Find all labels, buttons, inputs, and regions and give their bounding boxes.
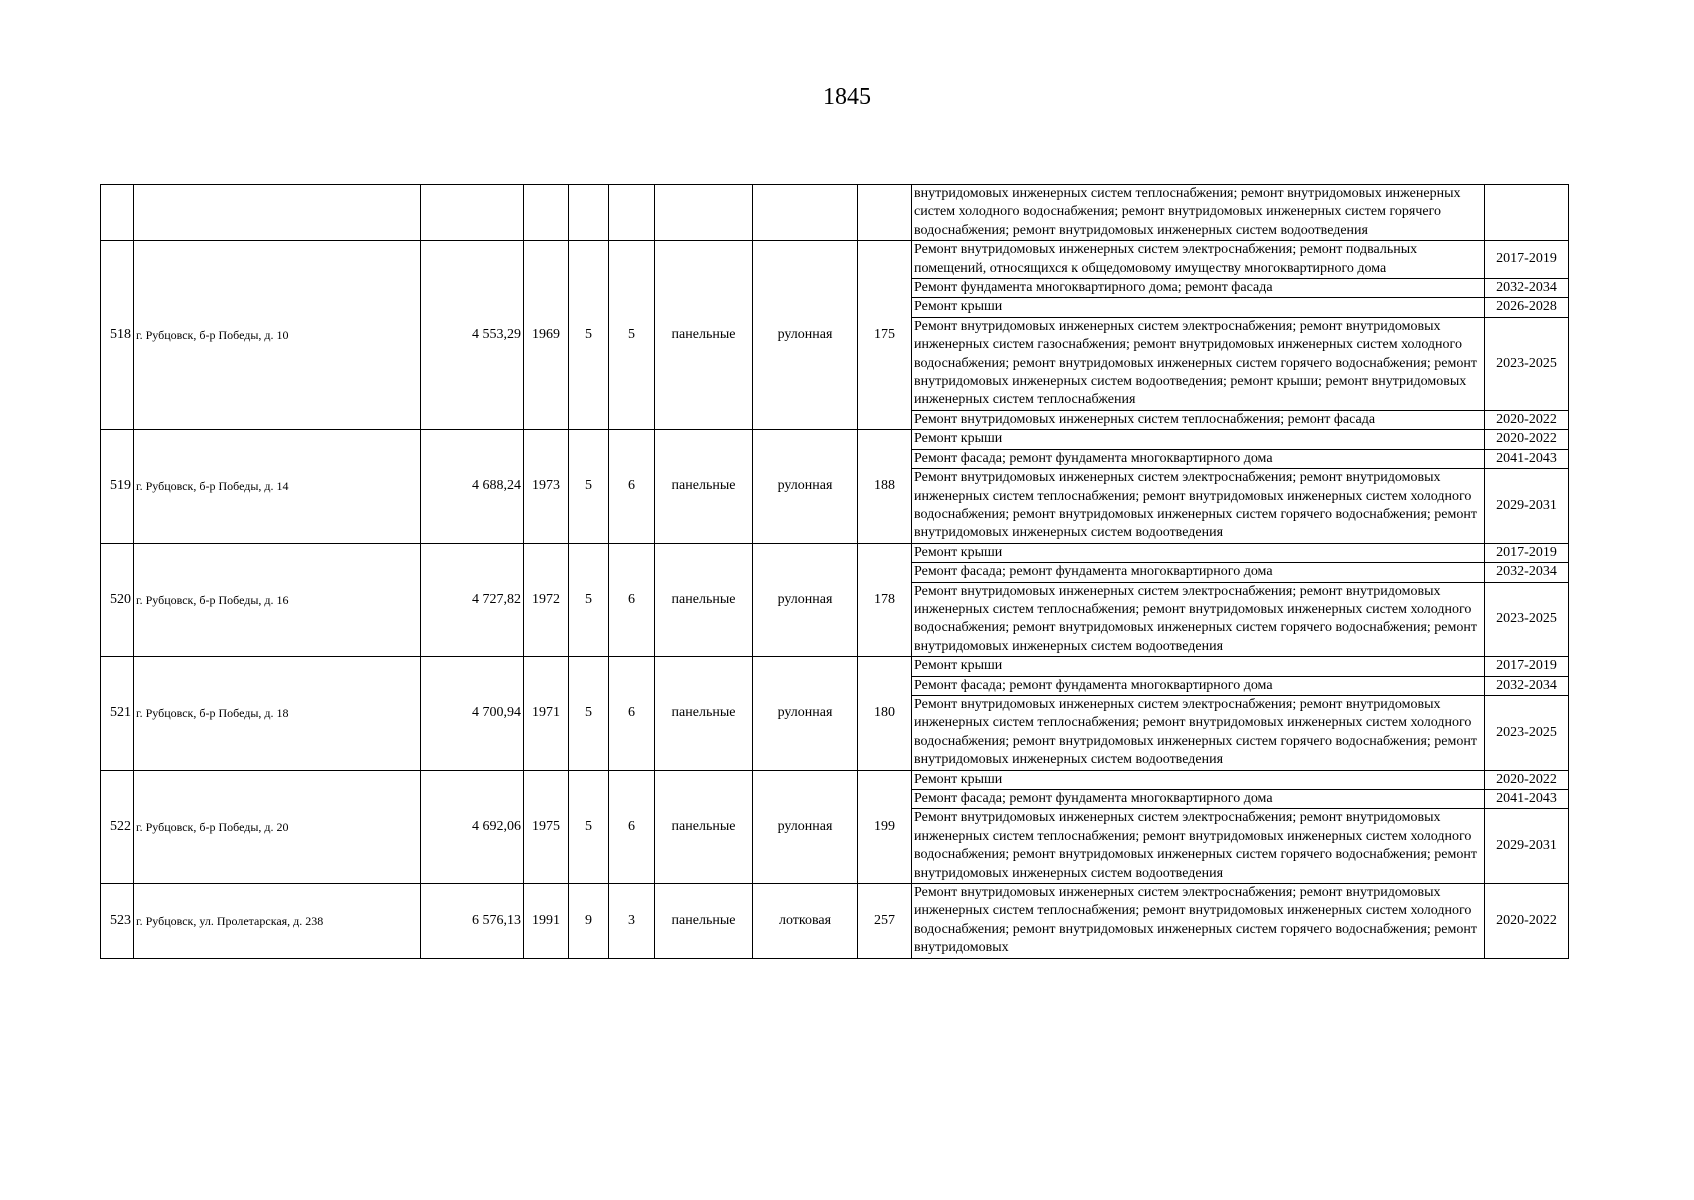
work-description: Ремонт внутридомовых инженерных систем электроснабжения; ремонт внутридомовых инженерных систем теплоснабжения; ремонт внутридомовых инженерных систем холодного водоснабжения; ремонт внутридомовых инженерных систем горячего водоснабжения; ремонт внутридомовых инженерных систем водоотведения: [912, 809, 1485, 884]
building-entrances: 6: [609, 770, 655, 883]
wall-material: панельные: [655, 884, 753, 959]
resident-count: 180: [858, 657, 912, 770]
building-area: 4 727,82: [421, 543, 524, 656]
building-entrances: 6: [609, 543, 655, 656]
building-area: 4 692,06: [421, 770, 524, 883]
building-year: 1973: [524, 430, 569, 543]
building-number: 522: [101, 770, 134, 883]
work-description: Ремонт крыши: [912, 657, 1485, 676]
work-period: 2023-2025: [1485, 317, 1569, 410]
roof-type: рулонная: [753, 657, 858, 770]
cell-empty: [101, 185, 134, 241]
work-description: Ремонт внутридомовых инженерных систем электроснабжения; ремонт внутридомовых инженерных систем теплоснабжения; ремонт внутридомовых инженерных систем холодного водоснабжения; ремонт внутридомовых инженерных систем горячего водоснабжения; ремонт внутридомовых инженерных систем водоотведения: [912, 582, 1485, 657]
cell-empty: [569, 185, 609, 241]
work-period: 2017-2019: [1485, 543, 1569, 562]
table-row: [101, 241, 1569, 279]
resident-count: 188: [858, 430, 912, 543]
building-address: г. Рубцовск, б-р Победы, д. 16: [134, 543, 421, 656]
building-address: г. Рубцовск, ул. Пролетарская, д. 238: [134, 884, 421, 959]
work-description: Ремонт внутридомовых инженерных систем теплоснабжения; ремонт фасада: [912, 410, 1485, 429]
work-period: 2026-2028: [1485, 298, 1569, 317]
work-period: 2017-2019: [1485, 657, 1569, 676]
work-period: 2032-2034: [1485, 563, 1569, 582]
roof-type: лотковая: [753, 884, 858, 959]
building-entrances: 6: [609, 430, 655, 543]
work-description: Ремонт фасада; ремонт фундамента многоквартирного дома: [912, 676, 1485, 695]
wall-material: панельные: [655, 241, 753, 430]
building-year: 1972: [524, 543, 569, 656]
building-address: г. Рубцовск, б-р Победы, д. 14: [134, 430, 421, 543]
work-description: Ремонт внутридомовых инженерных систем электроснабжения; ремонт внутридомовых инженерных систем теплоснабжения; ремонт внутридомовых инженерных систем холодного водоснабжения; ремонт внутридомовых инженерных систем горячего водоснабжения; ремонт внутридомовых инженерных систем водоотведения: [912, 469, 1485, 544]
table-row: [101, 884, 1569, 959]
work-description: Ремонт фундамента многоквартирного дома; ремонт фасада: [912, 279, 1485, 298]
building-number: 520: [101, 543, 134, 656]
work-period: 2029-2031: [1485, 469, 1569, 544]
roof-type: рулонная: [753, 770, 858, 883]
building-area: 6 576,13: [421, 884, 524, 959]
wall-material: панельные: [655, 430, 753, 543]
building-number: 519: [101, 430, 134, 543]
building-address: г. Рубцовск, б-р Победы, д. 18: [134, 657, 421, 770]
building-address: г. Рубцовск, б-р Победы, д. 20: [134, 770, 421, 883]
work-description: внутридомовых инженерных систем теплоснабжения; ремонт внутридомовых инженерных систем холодного водоснабжения; ремонт внутридомовых инженерных систем горячего водоснабжения; ремонт внутридомовых инженерных систем водоотведения: [912, 185, 1485, 241]
building-year: 1975: [524, 770, 569, 883]
roof-type: рулонная: [753, 543, 858, 656]
roof-type: рулонная: [753, 241, 858, 430]
table-row: [101, 543, 1569, 562]
work-description: Ремонт внутридомовых инженерных систем электроснабжения; ремонт подвальных помещений, относящихся к общедомовому имуществу многоквартирного дома: [912, 241, 1485, 279]
cell-empty: [524, 185, 569, 241]
wall-material: панельные: [655, 543, 753, 656]
resident-count: 257: [858, 884, 912, 959]
building-year: 1991: [524, 884, 569, 959]
building-year: 1969: [524, 241, 569, 430]
building-floors: 5: [569, 770, 609, 883]
table-row: [101, 770, 1569, 789]
work-period: 2017-2019: [1485, 241, 1569, 279]
building-area: 4 553,29: [421, 241, 524, 430]
cell-empty: [753, 185, 858, 241]
building-number: 523: [101, 884, 134, 959]
page-number: 1845: [823, 84, 871, 110]
cell-empty: [421, 185, 524, 241]
work-description: Ремонт внутридомовых инженерных систем электроснабжения; ремонт внутридомовых инженерных систем теплоснабжения; ремонт внутридомовых инженерных систем холодного водоснабжения; ремонт внутридомовых инженерных систем горячего водоснабжения; ремонт внутридомовых инженерных систем водоотведения: [912, 695, 1485, 770]
work-period: 2020-2022: [1485, 770, 1569, 789]
building-floors: 5: [569, 241, 609, 430]
wall-material: панельные: [655, 770, 753, 883]
continuation-row: [101, 185, 1569, 241]
work-period: 2032-2034: [1485, 676, 1569, 695]
cell-empty: [609, 185, 655, 241]
work-period: [1485, 185, 1569, 241]
building-year: 1971: [524, 657, 569, 770]
building-floors: 5: [569, 543, 609, 656]
table-row: [101, 657, 1569, 676]
table-row: [101, 430, 1569, 449]
work-description: Ремонт крыши: [912, 298, 1485, 317]
capital-repair-table: [100, 184, 1569, 959]
work-description: Ремонт крыши: [912, 430, 1485, 449]
work-period: 2020-2022: [1485, 884, 1569, 959]
work-period: 2023-2025: [1485, 695, 1569, 770]
cell-empty: [134, 185, 421, 241]
building-area: 4 688,24: [421, 430, 524, 543]
work-period: 2023-2025: [1485, 582, 1569, 657]
work-period: 2041-2043: [1485, 449, 1569, 468]
work-description: Ремонт фасада; ремонт фундамента многоквартирного дома: [912, 449, 1485, 468]
building-entrances: 5: [609, 241, 655, 430]
work-period: 2032-2034: [1485, 279, 1569, 298]
building-floors: 5: [569, 430, 609, 543]
building-entrances: 3: [609, 884, 655, 959]
resident-count: 178: [858, 543, 912, 656]
cell-empty: [858, 185, 912, 241]
resident-count: 175: [858, 241, 912, 430]
work-period: 2020-2022: [1485, 430, 1569, 449]
resident-count: 199: [858, 770, 912, 883]
building-floors: 9: [569, 884, 609, 959]
building-floors: 5: [569, 657, 609, 770]
building-area: 4 700,94: [421, 657, 524, 770]
work-description: Ремонт крыши: [912, 770, 1485, 789]
building-number: 518: [101, 241, 134, 430]
work-description: Ремонт внутридомовых инженерных систем электроснабжения; ремонт внутридомовых инженерных систем газоснабжения; ремонт внутридомовых инженерных систем холодного водоснабжения; ремонт внутридомовых инженерных систем горячего водоснабжения; ремонт внутридомовых инженерных систем водоотведения; ремонт крыши; ремонт внутридомовых инженерных систем теплоснабжения: [912, 317, 1485, 410]
building-address: г. Рубцовск, б-р Победы, д. 10: [134, 241, 421, 430]
work-period: 2041-2043: [1485, 790, 1569, 809]
work-description: Ремонт фасада; ремонт фундамента многоквартирного дома: [912, 563, 1485, 582]
wall-material: панельные: [655, 657, 753, 770]
work-description: Ремонт внутридомовых инженерных систем электроснабжения; ремонт внутридомовых инженерных систем теплоснабжения; ремонт внутридомовых инженерных систем холодного водоснабжения; ремонт внутридомовых инженерных систем горячего водоснабжения; ремонт внутридомовых: [912, 884, 1485, 959]
building-number: 521: [101, 657, 134, 770]
work-period: 2020-2022: [1485, 410, 1569, 429]
work-description: Ремонт крыши: [912, 543, 1485, 562]
cell-empty: [655, 185, 753, 241]
roof-type: рулонная: [753, 430, 858, 543]
work-description: Ремонт фасада; ремонт фундамента многоквартирного дома: [912, 790, 1485, 809]
building-entrances: 6: [609, 657, 655, 770]
work-period: 2029-2031: [1485, 809, 1569, 884]
